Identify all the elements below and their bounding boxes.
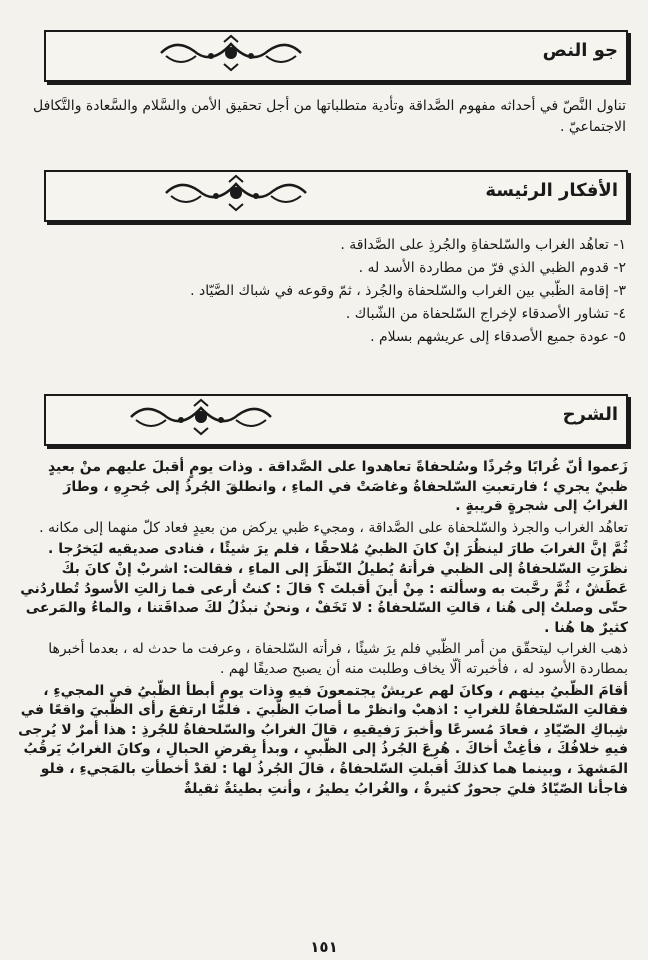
story-paragraph: زَعموا أنّ غُرابًا وجُرذًا وسُلحفاةً تعاهدوا على الصَّداقة . وذات يومٍ أقبلَ عليهم منْ بعيدٍ ظبيٌ يجري ؛ فارتعبتِ السّلحفاةُ وغاصَتْ في الماءِ ، وانطلقَ الجُرذُ إلى جُحرِهِ ، وطارَ الغرابُ إلى شجرةٍ قريبةٍ .: [47, 459, 628, 515]
main-ideas-list: [22, 234, 626, 349]
summary-paragraph: تعاهُد الغراب والجرذ والسّلحفاة على الصَّداقة ، ومجيء ظبي يركض من بعيدٍ فعاد كلّ منهما إلى مكانه .: [39, 519, 628, 536]
story-paragraph: أقامَ الظّبيُ بينهم ، وكانَ لهم عريشٌ يجتمعونَ فيهِ وذات يومٍ أبطأ الظّبيُ في المجيءِ ، فقالتِ السّلحفاةُ للغرابِ : اذهبْ وانظرْ ما أصابَ الظّبيَ . فلمّا ارتفعَ رأى الظّبيَ واقعًا في شِباكِ الصّيّادِ ، فعادَ مُسرعًا وأخبرَ رَفيقيهِ ، قالَ الغرابُ والسّلحفاةُ للجُرذِ : هذا أمرٌ لا يُرجى فيهِ خلافُكَ ، فأغِثْ أخاكَ . هُرِعَ الجُرذُ إلى الظّبيِ ، وبدأ بِقرضِ الحبالِ ، وكانَ الغرابُ يَرقُبُ المَشهدَ ، وبينما هما كذلكَ أقبلتِ السّلحفاةُ ، قالَ الجُرذُ لها : لقدْ أخطأتِ بالمَجيءِ ، فلو فاجأنا الصّيّادُ فليَ جحورٌ كثيرةٌ ، والغُرابُ يطيرُ ، وأنتِ بطيئةٌ ثقيلةٌ: [18, 682, 628, 797]
main-ideas-title: الأفكار الرئيسة: [485, 180, 618, 201]
ornament-icon: [161, 174, 311, 212]
section-header-main-ideas: [44, 170, 628, 222]
section-header-explanation: [44, 394, 628, 446]
idea-item: ٤- تشاور الأصدقاء لإخراج السّلحفاة من الشّباك .: [345, 306, 626, 322]
ornament-icon: [156, 34, 306, 72]
atmosphere-title: جو النص: [542, 40, 618, 61]
intro-paragraph: تناول النَّصّ في أحداثه مفهوم الصَّداقة وتأدية متطلباتها من أجل تحقيق الأمن والسَّلام والسَّعادة والتَّكافل الاجتماعيّ .: [33, 98, 626, 135]
page-number: ١٥١: [310, 938, 338, 956]
idea-item: ٢- قدوم الظبي الذي فرّ من مطاردة الأسد له .: [358, 260, 626, 276]
explanation-title: الشرح: [562, 404, 618, 425]
idea-item: ٥- عودة جميع الأصدقاء إلى عريشهم بسلام .: [370, 329, 626, 345]
ornament-icon: [126, 398, 276, 436]
section-header-atmosphere: [44, 30, 628, 82]
explanation-body: [16, 458, 628, 801]
story-paragraph: ثُمَّ إنَّ الغرابَ طارَ لينظُرَ إنْ كانَ الظبيُ مُلاحقًا ، فلم يرَ شيئًا ، فنادى صديقيه ليَخرُجا . نظرَتِ السّلحفاةُ إلى الظبي فرأتهُ يُطيلُ النّظَرَ إلى الماءِ ، فقالت: اشربْ إنْ كانَ بكَ عَطَشٌ ، ثُمَّ رحَّبت به وسألته : مِنْ أينَ أقبلتَ ؟ قالَ : كنتُ أرعى فما زالتِ الأسودُ تُطاردُني حتّى وصلتُ إلى هُنا ، قالتِ السّلحفاةُ : لا تَخَفْ ، ونحنُ نبذُلُ لكَ صداقَتنا ، والماءُ والمَرعى كثيرٌ ها هُنا .: [20, 541, 628, 636]
idea-item: ٣- إقامة الظّبي بين الغراب والسّلحفاة والجُرذ ، ثمّ وقوعه في شباك الصَّيّاد .: [190, 283, 626, 299]
idea-item: ١- تعاهُد الغراب والسّلحفاةِ والجُرذِ على الصَّداقة .: [340, 237, 626, 253]
summary-paragraph: ذهب الغراب ليتحقّق من أمر الظّبي فلم يرَ شيئًا ، فرأته السّلحفاة ، وعرفت ما حدث له ، بعدما أخبرها بمطاردة الأسود له ، فأخبرته ألّا يخاف وطلبت منه أن يصبح صديقًا لهم .: [48, 641, 628, 677]
